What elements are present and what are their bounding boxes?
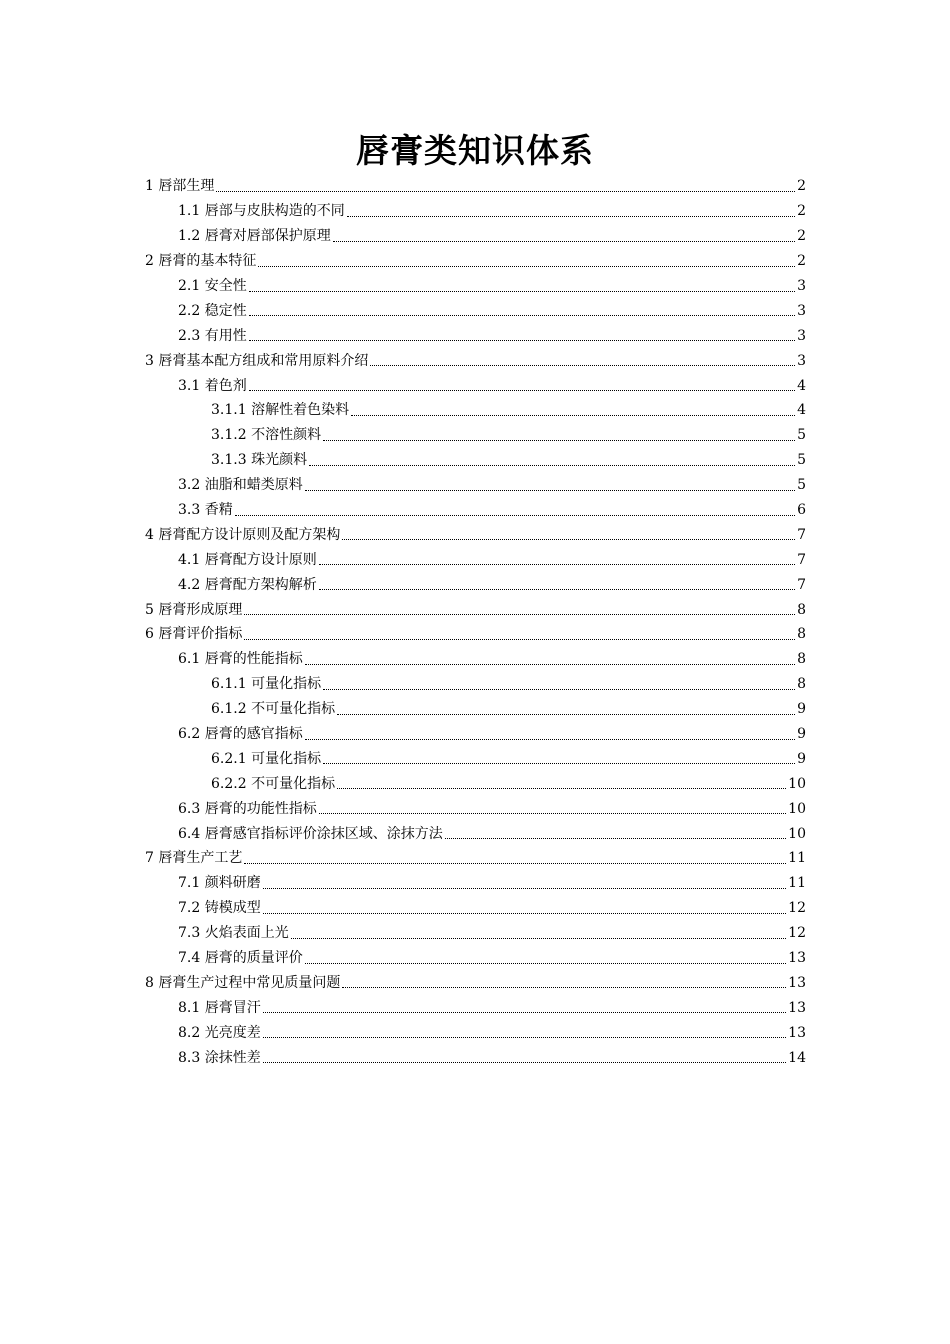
toc-entry-title: 7 唇膏生产工艺 (145, 850, 243, 867)
toc-entry-title: 6.4 唇膏感官指标评价涂抹区域、涂抹方法 (178, 825, 443, 842)
toc-entry-title: 6.3 唇膏的功能性指标 (178, 800, 317, 817)
toc-dot-leader (244, 863, 786, 864)
toc-entry-title: 8.1 唇膏冒汗 (178, 999, 261, 1016)
toc-dot-leader (445, 838, 786, 839)
toc-entry-title: 8 唇膏生产过程中常见质量问题 (145, 974, 341, 991)
toc-entry-title: 3.3 香精 (178, 502, 233, 519)
toc-entry[interactable] (0, 398, 950, 423)
toc-dot-leader (305, 490, 795, 491)
toc-entry[interactable] (0, 971, 950, 996)
toc-entry-page-number: 7 (797, 576, 806, 593)
toc-entry-title: 6.2 唇膏的感官指标 (178, 726, 303, 743)
toc-entry[interactable] (0, 199, 950, 224)
toc-entry-title: 4 唇膏配方设计原则及配方架构 (145, 526, 341, 543)
toc-entry-page-number: 4 (797, 402, 806, 419)
toc-entry-page-number: 13 (788, 974, 806, 991)
toc-entry[interactable] (0, 647, 950, 672)
toc-entry-page-number: 2 (797, 228, 806, 245)
toc-entry-page-number: 9 (797, 701, 806, 718)
toc-entry[interactable] (0, 174, 950, 199)
toc-entry[interactable] (0, 522, 950, 547)
toc-entry[interactable] (0, 896, 950, 921)
toc-entry-page-number: 13 (788, 950, 806, 967)
toc-entry-title: 3.1.3 珠光颜料 (211, 452, 308, 469)
toc-entry[interactable] (0, 274, 950, 299)
toc-dot-leader (249, 390, 795, 391)
toc-entry-title: 3.1 着色剂 (178, 377, 247, 394)
toc-dot-leader (305, 739, 795, 740)
toc-entry-title: 7.1 颜料研磨 (178, 875, 261, 892)
toc-entry[interactable] (0, 423, 950, 448)
toc-entry[interactable] (0, 672, 950, 697)
toc-dot-leader (342, 539, 795, 540)
toc-entry[interactable] (0, 473, 950, 498)
toc-entry-page-number: 3 (797, 327, 806, 344)
toc-dot-leader (263, 888, 786, 889)
toc-dot-leader (244, 639, 795, 640)
toc-entry[interactable] (0, 995, 950, 1020)
toc-entry[interactable] (0, 771, 950, 796)
toc-dot-leader (370, 365, 795, 366)
toc-entry[interactable] (0, 722, 950, 747)
toc-entry-page-number: 6 (797, 502, 806, 519)
toc-entry-page-number: 8 (797, 676, 806, 693)
toc-entry-page-number: 7 (797, 526, 806, 543)
toc-entry-title: 7.2 铸模成型 (178, 900, 261, 917)
toc-entry-title: 3.1.1 溶解性着色染料 (211, 402, 350, 419)
toc-dot-leader (244, 614, 795, 615)
toc-entry-title: 8.2 光亮度差 (178, 1024, 261, 1041)
toc-entry[interactable] (0, 448, 950, 473)
toc-entry-title: 6 唇膏评价指标 (145, 626, 243, 643)
toc-entry-title: 6.1 唇膏的性能指标 (178, 651, 303, 668)
toc-entry[interactable] (0, 1020, 950, 1045)
toc-entry-title: 3.1.2 不溶性颜料 (211, 427, 322, 444)
toc-dot-leader (309, 465, 795, 466)
toc-entry-page-number: 7 (797, 551, 806, 568)
toc-entry-page-number: 3 (797, 352, 806, 369)
toc-entry[interactable] (0, 373, 950, 398)
toc-dot-leader (263, 1037, 786, 1038)
toc-entry-title: 2.3 有用性 (178, 327, 247, 344)
document-title: 唇膏类知识体系 (356, 131, 594, 170)
toc-dot-leader (235, 515, 795, 516)
toc-entry-page-number: 12 (788, 925, 806, 942)
toc-dot-leader (319, 589, 795, 590)
toc-entry-title: 6.1.1 可量化指标 (211, 676, 322, 693)
toc-entry-page-number: 8 (797, 601, 806, 618)
toc-entry-title: 2.1 安全性 (178, 278, 247, 294)
toc-entry[interactable] (0, 348, 950, 373)
toc-entry-page-number: 13 (788, 1024, 806, 1041)
toc-entry[interactable] (0, 572, 950, 597)
toc-dot-leader (258, 266, 795, 267)
toc-entry-title: 5 唇膏形成原理 (145, 601, 243, 618)
toc-entry-page-number: 11 (788, 850, 806, 867)
toc-entry-title: 6.2.2 不可量化指标 (211, 775, 336, 792)
toc-dot-leader (305, 664, 795, 665)
toc-entry-page-number: 13 (788, 999, 806, 1016)
table-of-contents (0, 174, 950, 1070)
toc-entry[interactable] (0, 946, 950, 971)
toc-entry[interactable] (0, 224, 950, 249)
toc-entry[interactable] (0, 1045, 950, 1070)
toc-entry[interactable] (0, 846, 950, 871)
toc-dot-leader (263, 1062, 786, 1063)
toc-entry-title: 6.2.1 可量化指标 (211, 750, 322, 767)
toc-entry[interactable] (0, 821, 950, 846)
toc-entry-page-number: 5 (797, 427, 806, 444)
toc-entry-page-number: 5 (797, 452, 806, 469)
toc-entry-title: 1 唇部生理 (145, 178, 215, 195)
toc-entry-page-number: 2 (797, 178, 806, 195)
toc-entry-title: 4.2 唇膏配方架构解析 (178, 576, 317, 593)
toc-entry-page-number: 4 (797, 377, 806, 394)
toc-entry[interactable] (0, 622, 950, 647)
toc-entry[interactable] (0, 597, 950, 622)
toc-entry-page-number: 10 (788, 775, 806, 792)
toc-entry-page-number: 8 (797, 651, 806, 668)
toc-dot-leader (351, 415, 795, 416)
toc-dot-leader (337, 788, 786, 789)
toc-entry-page-number: 10 (788, 800, 806, 817)
toc-dot-leader (347, 216, 795, 217)
toc-dot-leader (249, 315, 795, 316)
toc-entry-title: 4.1 唇膏配方设计原则 (178, 551, 317, 568)
toc-dot-leader (263, 913, 786, 914)
toc-entry-page-number: 10 (788, 825, 806, 842)
toc-dot-leader (319, 813, 786, 814)
toc-entry-title: 1.2 唇膏对唇部保护原理 (178, 228, 331, 245)
toc-entry-title: 2.2 稳定性 (178, 302, 247, 319)
toc-entry[interactable] (0, 746, 950, 771)
toc-entry-page-number: 9 (797, 750, 806, 767)
toc-entry-title: 8.3 涂抹性差 (178, 1049, 261, 1066)
toc-entry-page-number: 11 (788, 875, 806, 892)
toc-dot-leader (291, 938, 786, 939)
toc-dot-leader (323, 763, 795, 764)
toc-entry-title: 3.2 油脂和蜡类原料 (178, 477, 303, 494)
toc-dot-leader (323, 440, 795, 441)
toc-entry[interactable] (0, 323, 950, 348)
toc-entry-page-number: 8 (797, 626, 806, 643)
toc-dot-leader (249, 340, 795, 341)
toc-entry-title: 3 唇膏基本配方组成和常用原料介绍 (145, 352, 369, 369)
toc-entry-title: 1.1 唇部与皮肤构造的不同 (178, 203, 345, 220)
toc-entry-page-number: 9 (797, 726, 806, 743)
toc-entry[interactable] (0, 871, 950, 896)
toc-entry-page-number: 14 (788, 1049, 806, 1066)
toc-dot-leader (342, 987, 786, 988)
toc-dot-leader (216, 191, 795, 192)
toc-dot-leader (263, 1012, 786, 1013)
toc-entry[interactable] (0, 921, 950, 946)
toc-entry-page-number: 2 (797, 253, 806, 270)
toc-dot-leader (249, 291, 795, 292)
toc-entry-page-number: 5 (797, 477, 806, 494)
toc-entry[interactable] (0, 796, 950, 821)
toc-entry[interactable] (0, 249, 950, 274)
toc-entry[interactable] (0, 697, 950, 722)
toc-dot-leader (323, 689, 795, 690)
toc-dot-leader (333, 241, 795, 242)
toc-entry-page-number: 2 (797, 203, 806, 220)
toc-entry-page-number: 12 (788, 900, 806, 917)
toc-entry-page-number: 3 (797, 302, 806, 319)
toc-entry[interactable] (0, 547, 950, 572)
toc-dot-leader (319, 564, 795, 565)
toc-entry-title: 7.4 唇膏的质量评价 (178, 950, 303, 967)
toc-entry-page-number: 3 (797, 278, 806, 294)
toc-entry-title: 2 唇膏的基本特征 (145, 253, 257, 270)
toc-entry[interactable] (0, 298, 950, 323)
toc-dot-leader (337, 714, 795, 715)
toc-entry[interactable] (0, 498, 950, 523)
toc-entry-title: 6.1.2 不可量化指标 (211, 701, 336, 718)
toc-entry-title: 7.3 火焰表面上光 (178, 925, 289, 942)
toc-dot-leader (305, 963, 786, 964)
